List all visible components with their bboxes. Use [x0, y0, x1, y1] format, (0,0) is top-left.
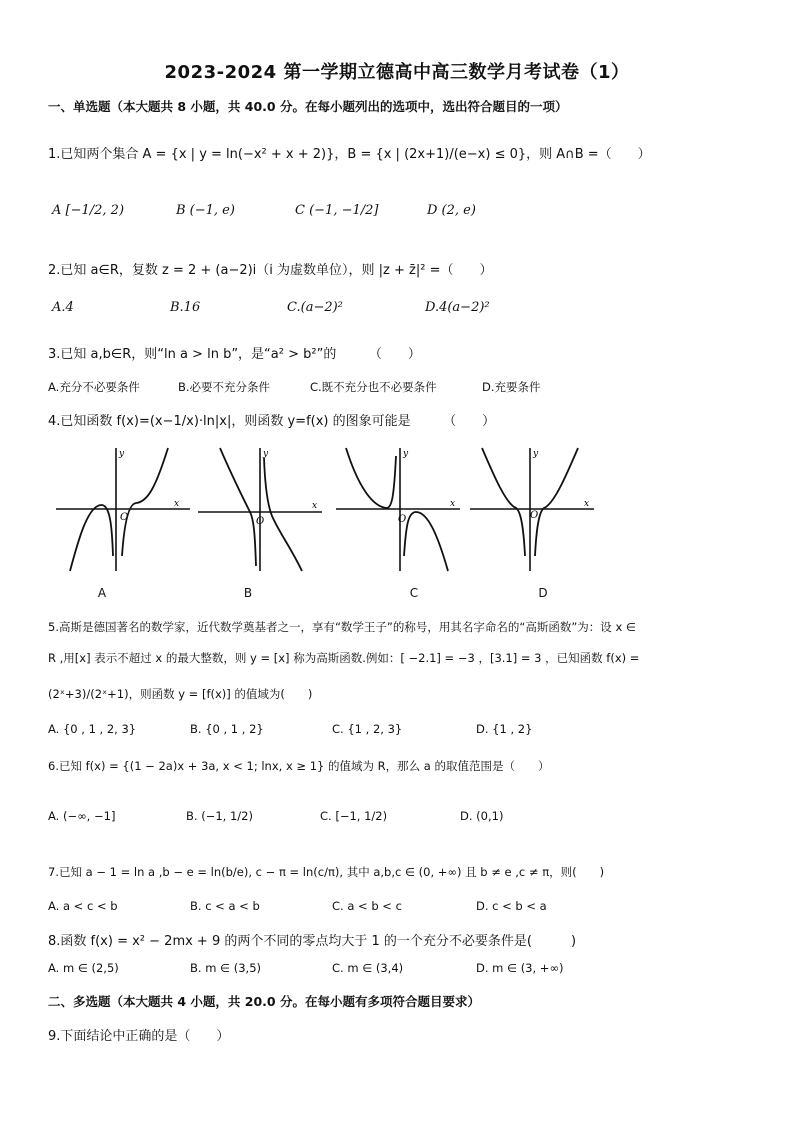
question-5-line-3: (2ˣ+3)/(2ˣ+1)，则函数 y = [f(x)] 的值域为( ): [48, 687, 313, 701]
graph-b-right-branch: [264, 458, 302, 571]
q1-option-a: A [−1/2, 2): [52, 203, 125, 218]
q3-option-c: C.既不充分也不必要条件: [310, 380, 437, 394]
q7-option-d: D. c < b < a: [476, 899, 547, 913]
svg-text:O: O: [530, 510, 539, 521]
graph-a-left-branch: [70, 505, 113, 571]
q2-option-d: D.4(a−2)²: [425, 300, 490, 315]
svg-text:y: y: [119, 449, 125, 459]
q7-option-c: C. a < b < c: [332, 899, 402, 913]
q7-option-b: B. c < a < b: [190, 899, 260, 913]
question-9: 9.下面结论中正确的是（ ）: [48, 1029, 230, 1044]
question-7: 7.已知 a − 1 = ln a ,b − e = ln(b/e), c − π = ln(c/π), 其中 a,b,c ∈ (0, +∞) 且 b ≠ e ,c ≠ π，则( ): [48, 865, 605, 879]
question-2: 2.已知 a∈R，复数 z = 2 + (a−2)i（i 为虚数单位），则 |z + z̄|² =（ ）: [48, 263, 493, 278]
q3-option-b: B.必要不充分条件: [178, 380, 271, 394]
q3-option-a: A.充分不必要条件: [48, 380, 140, 394]
graph-b: [198, 446, 328, 572]
question-8: 8.函数 f(x) = x² − 2mx + 9 的两个不同的零点均大于 1 的一个充分不必要条件是( ): [48, 934, 577, 949]
graph-label-d: D: [538, 586, 548, 600]
svg-text:y: y: [263, 449, 269, 459]
q2-option-b: B.16: [170, 300, 201, 315]
q1-option-b: B (−1, e): [176, 203, 235, 218]
section-heading-multi-choice: 二、多选题（本大题共 4 小题，共 20.0 分。在每小题有多项符合题目要求）: [48, 994, 480, 1009]
q1-stem: 1.已知两个集合 A = {x | y = ln(−x² + x + 2)}，B = {x | (2x+1)/(e−x) ≤ 0}，则 A∩B =（ ）: [48, 147, 651, 162]
q8-option-b: B. m ∈ (3,5): [190, 961, 261, 975]
graph-label-a: A: [97, 586, 107, 600]
graph-label-b: B: [243, 586, 253, 600]
q6-option-b: B. (−1, 1/2): [186, 809, 253, 823]
question-4: 4.已知函数 f(x)=(x−1/x)·ln|x|，则函数 y=f(x) 的图象可能是 （ ）: [48, 414, 496, 429]
graph-label-c: C: [409, 586, 419, 600]
svg-text:O: O: [120, 512, 129, 523]
question-5-line-2: R ,用[x] 表示不超过 x 的最大整数，则 y = [x] 称为高斯函数.例如：[ −2.1] = −3 ，[3.1] = 3 ，已知函数 f(x) =: [48, 651, 640, 665]
svg-text:y: y: [403, 449, 409, 459]
q8-option-a: A. m ∈ (2,5): [48, 961, 119, 975]
q6-option-c: C. [−1, 1/2): [320, 809, 388, 823]
q7-option-a: A. a < c < b: [48, 899, 118, 913]
q3-option-d: D.充要条件: [482, 380, 541, 394]
svg-text:O: O: [256, 516, 265, 527]
q5-option-d: D. {1 , 2}: [476, 722, 533, 736]
svg-text:x: x: [174, 499, 180, 509]
page-title: 2023-2024 第一学期立德高中高三数学月考试卷（1）: [164, 62, 630, 83]
graph-d: [470, 446, 600, 572]
svg-text:O: O: [398, 514, 407, 525]
q5-option-b: B. {0 , 1 , 2}: [190, 722, 264, 736]
q5-option-c: C. {1 , 2, 3}: [332, 722, 403, 736]
svg-text:x: x: [312, 501, 318, 511]
svg-text:x: x: [584, 499, 590, 509]
q8-option-c: C. m ∈ (3,4): [332, 961, 404, 975]
graph-c-right-branch: [404, 512, 448, 571]
q5-option-a: A. {0 , 1 , 2, 3}: [48, 722, 137, 736]
svg-text:x: x: [450, 499, 456, 509]
question-3: 3.已知 a,b∈R，则“ln a > ln b”，是“a² > b²”的 （ ）: [48, 347, 421, 362]
question-5-line-1: 5.高斯是德国著名的数学家，近代数学奠基者之一，享有“数学王子”的称号，用其名字命名的“高斯函数”为：设 x ∈: [48, 620, 636, 634]
graph-d-left-branch: [482, 448, 525, 556]
graph-d-right-branch: [535, 448, 578, 556]
q1-option-d: D (2, e): [427, 203, 476, 218]
q6-option-a: A. (−∞, −1]: [48, 809, 116, 823]
q6-option-d: D. (0,1): [460, 809, 504, 823]
q2-option-a: A.4: [52, 300, 74, 315]
q2-option-c: C.(a−2)²: [287, 300, 343, 315]
graph-a-right-branch: [122, 448, 168, 556]
graph-b-left-branch: [220, 448, 256, 566]
graph-a: [56, 446, 196, 572]
svg-text:y: y: [533, 449, 539, 459]
q8-option-d: D. m ∈ (3, +∞): [476, 961, 564, 975]
section-heading-single-choice: 一、单选题（本大题共 8 小题，共 40.0 分。在每小题列出的选项中，选出符合题目的一项）: [48, 99, 568, 114]
question-6: 6.已知 f(x) = {(1 − 2a)x + 3a, x < 1; lnx, x ≥ 1} 的值域为 R，那么 a 的取值范围是（ ）: [48, 759, 550, 773]
q1-option-c: C (−1, −1/2]: [295, 203, 379, 218]
question-1: [48, 143, 651, 162]
graph-c: [336, 446, 466, 572]
graph-c-left-branch: [346, 448, 396, 508]
